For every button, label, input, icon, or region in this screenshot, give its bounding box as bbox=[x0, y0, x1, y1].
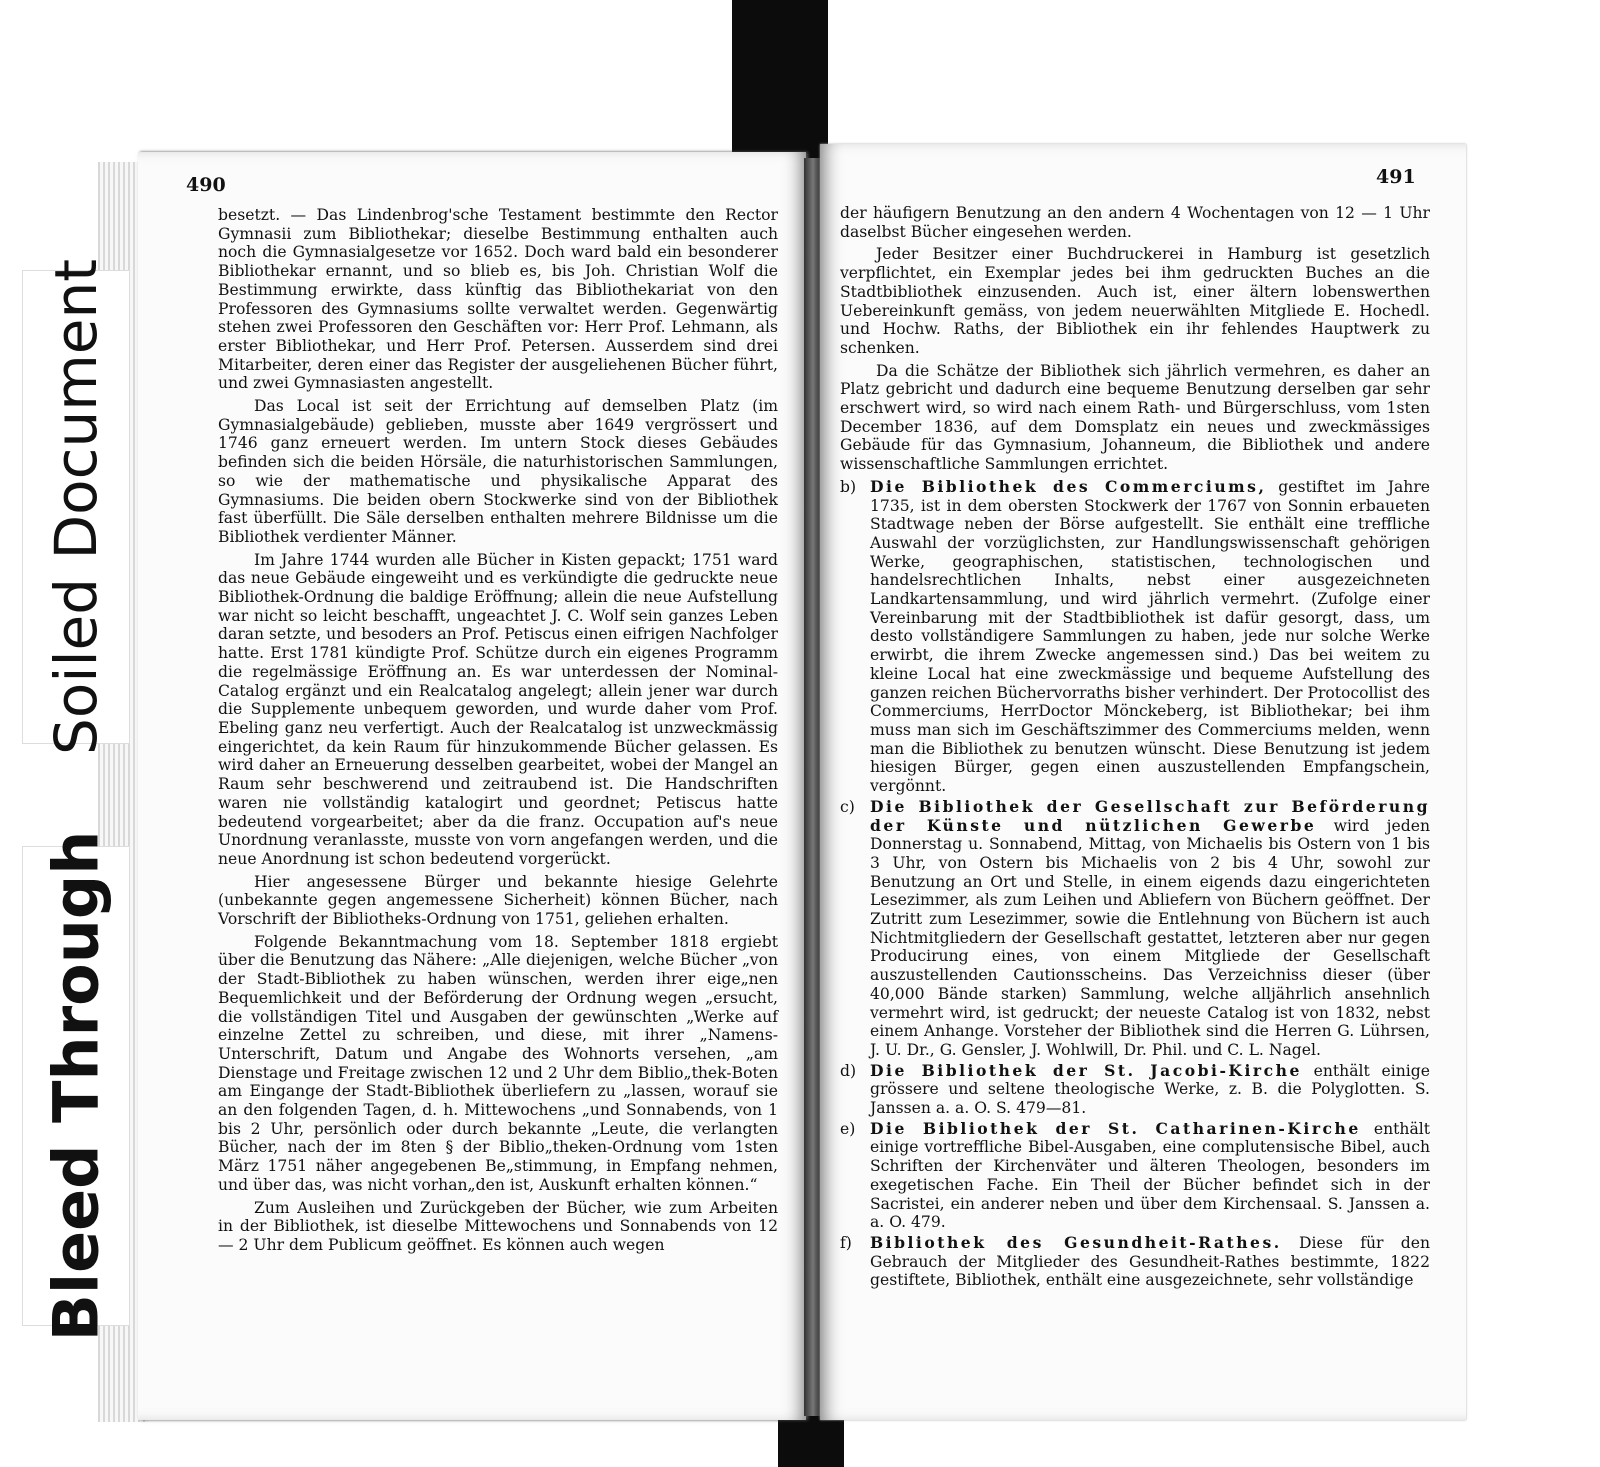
book-spine-top bbox=[732, 0, 828, 175]
item-label: d) bbox=[840, 1061, 857, 1080]
item-heading: Bibliothek des Gesundheit-Rathes. bbox=[870, 1232, 1282, 1252]
item-heading: Die Bibliothek der St. Catharinen-Kirche bbox=[870, 1118, 1361, 1138]
paragraph: Zum Ausleihen und Zurückgeben der Bücher, wie zum Arbeiten in der Bibliothek, ist dieselbe Mittewochens und Sonnabends von 12 — 2 Uhr dem Publicum geöffnet. Es können auch wegen bbox=[218, 1198, 778, 1254]
page-number: 490 bbox=[186, 174, 226, 196]
item-label: c) bbox=[840, 797, 855, 816]
paragraph: Jeder Besitzer einer Buchdruckerei in Hamburg ist gesetzlich verpflichtet, ein Exemplar jedes bei ihm gedruckten Buches an die Stadtbibliothek einzusenden. Auch ist, einer ältern lobenswerthen Uebereinkunft gemäss, von jedem neuerwählten Mitgliede E. Hochedl. und Hochw. Raths, der Bibliothek ein ihr fehlendes Hauptwerk zu schenken. bbox=[840, 245, 1430, 357]
bleed-through-text: Bleed Through bbox=[39, 830, 113, 1342]
paragraph: Das Local ist seit der Errichtung auf demselben Platz (im Gymnasialgebäude) geblieben, musste aber 1649 vergrössert und 1746 ganz erneuert werden. Im untern Stock dieses Gebäudes befinden sich die beiden Hörsäle, die naturhistorischen Sammlungen, so wie der mathematische und physikalische Apparat des Gymnasiums. Die beiden obern Stockwerke sind von der Bibliothek fast überfüllt. Die Säle derselben enthalten mehrere Bildnisse um die Bibliothek verdienter Männer. bbox=[218, 397, 778, 546]
item-label: f) bbox=[840, 1233, 852, 1252]
list-item bbox=[840, 798, 1430, 1060]
item-text: gestiftet im Jahre 1735, ist in dem obersten Stockwerk der 1767 von Sonnin erbaueten Stadtwage neben der Börse aufgestellt. Sie enthält eine treffliche Auswahl der vorzüglichsten, zur Handlungswissenschaft gehörigen Werke, geographischen, statistischen, technologischen und handelsrechtlichen Inhalts, nebst einer ausgezeichneten Landkartensammlung, und wird jährlich vermehrt. (Zufolge einer Vereinbarung mit der Stadtbibliothek ist dafür gesorgt, dass, um desto vollständigere Sammlungen zu haben, jede nur solche Werke erwirbt, die ihrem Zwecke angemessen sind.) Das bei weitem zu kleine Local hat eine zweckmässige und bequeme Aufstellung des ganzen reichen Büchervorraths bisher verhindert. Der Protocollist des Commerciums, HerrDoctor Mönckeberg, ist Bibliothekar; bei ihm muss man sich im Geschäftszimmer des Commerciums melden, wenn man die Bibliothek zu benutzen wünscht. Diese Benutzung ist jedem hiesigen Bürger, gegen einen auszustellenden Empfangschein, vergönnt. bbox=[870, 477, 1430, 796]
item-label: b) bbox=[840, 477, 857, 496]
soiled-document-label bbox=[22, 259, 130, 755]
left-page-text bbox=[218, 206, 778, 1259]
item-heading: Die Bibliothek der St. Jacobi-Kirche bbox=[870, 1060, 1302, 1080]
item-text: wird jeden Donnerstag u. Sonnabend, Mittag, von Michaelis bis Ostern von 1 bis 3 Uhr, von Ostern bis Michaelis von 2 bis 4 Uhr, sowohl zur Benutzung an Ort und Stelle, in einem eigends dazu eingerichteten Lesezimmer, als zum Leihen und Abliefern von Büchern geöffnet. Der Zutritt zum Lesezimmer, sowie die Entlehnung von Büchern ist auch Nichtmitgliedern der Gesellschaft gestattet, letzteren aber nur gegen Producirung eines, von einem Mitgliede der Gesellschaft auszustellenden Cautionsscheins. Das Verzeichniss dieser (über 40,000 Bände starken) Sammlung, welche alljährlich ansehnlich vermehrt wird, ist gedruckt; der neueste Catalog ist von 1832, nebst einem Anhange. Vorsteher der Bibliothek sind die Herren G. Lührsen, J. U. Dr., G. Gensler, J. Wohlwill, Dr. Phil. und C. L. Nagel. bbox=[870, 816, 1430, 1059]
list-item bbox=[840, 478, 1430, 796]
paragraph: Im Jahre 1744 wurden alle Bücher in Kisten gepackt; 1751 ward das neue Gebäude eingeweiht und es verkündigte die gedruckte neue Bibliothek-Ordnung die baldige Eröffnung; allein die neue Aufstellung war nicht so leicht beschafft, ungeachtet J. C. Wolf sein ganzes Leben daran setzte, und besoders an Prof. Petiscus einen eifrigen Nachfolger hatte. Erst 1781 kündigte Prof. Schütze durch ein eigenes Programm die regelmässige Eröffnung an. Es war unterdessen der Nominal-Catalog ergänzt und ein Realcatalog angelegt; allein jener war durch die Supplemente unbequem geworden, und wurde daher vom Prof. Ebeling ganz neu verfertigt. Auch der Realcatalog ist unzweckmässig eingerichtet, da kein Raum für hinzukommende Bücher gelassen. Es wird daher an Erneuerung desselben gearbeitet, wobei der Mangel an Raum sehr beschwerend und zeitraubend ist. Die Handschriften waren nie vollständig katalogirt und geordnet; Petiscus hatte bedeutend vorgearbeitet; aber da die franz. Occupation auf's neue Unordnung veranlasste, musste von vorn angefangen werden, und die neue Anordnung ist schon bedeutend vorgerückt. bbox=[218, 550, 778, 868]
list-item bbox=[840, 1062, 1430, 1118]
item-heading: Die Bibliothek des Commerciums, bbox=[870, 476, 1267, 496]
paragraph: Da die Schätze der Bibliothek sich jährlich vermehren, es daher an Platz gebricht und dadurch eine bequeme Benutzung derselben gar sehr erschwert wird, so wird nach einem Rath- und Bürgerschluss, vom 1sten December 1836, auf dem Domsplatz ein neues und zweckmässiges Gebäude für das Gymnasium, Johanneum, die Bibliothek und andere wissenschaftliche Sammlungen errichtet. bbox=[840, 361, 1430, 474]
item-heading: Die Bibliothek der Gesellschaft zur Beförderung der Künste und nützlichen Gewerbe bbox=[870, 796, 1430, 835]
left-page bbox=[138, 152, 806, 1420]
page-number: 491 bbox=[1376, 166, 1416, 188]
item-text: Diese für den Gebrauch der Mitglieder des Gesundheit-Rathes bestimmte, 1822 gestiftete, Bibliothek, enthält eine ausgezeichnete, sehr vollständige bbox=[870, 1233, 1431, 1290]
list-item bbox=[840, 1120, 1430, 1232]
list-item bbox=[840, 1234, 1430, 1290]
item-label: e) bbox=[840, 1119, 856, 1138]
right-page bbox=[820, 144, 1466, 1420]
paragraph: besetzt. — Das Lindenbrog'sche Testament bestimmte den Rector Gymnasii zum Bibliothekar; dieselbe Bestimmung enthalten auch noch die Gymnasialgesetze vor 1652. Doch ward bald ein besonderer Bibliothekar ernannt, und so blieb es, bis Joh. Christian Wolf die Bestimmung erwirkte, dass künftig das Bibliothekariat von den Professoren des Gymnasiums sollte verwaltet werden. Gegenwärtig stehen zwei Professoren den Geschäften vor: Herr Prof. Lehmann, als erster Bibliothekar, und Herr Prof. Petersen. Ausserdem sind drei Mitarbeiter, deren einer das Register der ausgeliehenen Bücher führt, und zwei Gymnasiasten angestellt. bbox=[218, 206, 778, 393]
item-text: enthält einige vortreffliche Bibel-Ausgaben, eine complutensische Bibel, auch Schriften der Kirchenväter und älteren Theologen, besonders im exegetischen Fache. Ein Theil der Bücher befindet sich in der Sacristei, ein anderer neben und über dem Kirchensaal. S. Janssen a. a. O. 479. bbox=[870, 1119, 1430, 1232]
paragraph: der häufigern Benutzung an den andern 4 Wochentagen von 12 — 1 Uhr daselbst Bücher eingesehen werden. bbox=[840, 204, 1430, 241]
bleed-through-label bbox=[22, 830, 130, 1342]
paragraph: Hier angesessene Bürger und bekannte hiesige Gelehrte (unbekannte gegen angemessene Sicherheit) können Bücher, nach Vorschrift der Bibliotheks-Ordnung von 1751, geliehen erhalten. bbox=[218, 872, 778, 929]
item-text: enthält einige grössere und seltene theologische Werke, z. B. die Polyglotten. S. Janssen a. a. O. S. 479—81. bbox=[870, 1061, 1430, 1118]
right-page-text bbox=[840, 204, 1430, 1292]
soiled-document-text: Soiled Document bbox=[42, 259, 110, 755]
paragraph: Folgende Bekanntmachung vom 18. September 1818 ergiebt über die Benutzung das Nähere: „Alle diejenigen, welche Bücher „von der Stadt-Bibliothek zu haben wünschen, werden ihrer eige„nen Bequemlichkeit und der Beförderung der Ordnung wegen „ersucht, die vollständigen Titel und Ausgaben der gewünschten „Werke auf einzelne Zettel zu schreiben, und diese, mit ihrer „Namens-Unterschrift, Datum und Angabe des Wohnorts versehen, „am Dienstage und Freitage zwischen 12 und 2 Uhr dem Biblio„thek-Boten am Eingange der Stadt-Bibliothek überliefern zu „lassen, worauf sie an den folgenden Tagen, d. h. Mittewochens „und Sonnabends, von 1 bis 2 Uhr, persönlich oder durch bekannte „Leute, die verlangten Bücher, nach der im 8ten § der Biblio„theken-Ordnung vom 1sten März 1751 näher angegebenen Be„stimmung, in Empfang nehmen, und über das, was nicht vorhan„den ist, Auskunft erhalten können.“ bbox=[218, 932, 778, 1194]
